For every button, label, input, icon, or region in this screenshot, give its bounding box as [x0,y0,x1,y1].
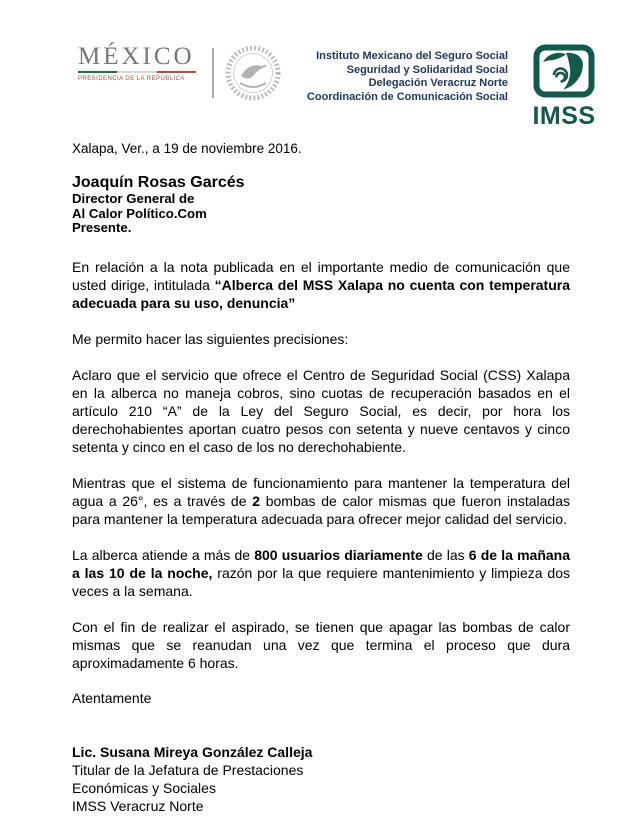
institution-line: Coordinación de Comunicación Social [306,90,508,103]
dateline: Xalapa, Ver., a 19 de noviembre 2016. [72,141,302,156]
signer-title-line2: Económicas y Sociales [72,779,216,796]
tricolor-line [78,71,196,73]
recipient-salutation: Presente. [72,220,132,235]
closing-word: Atentamente [72,689,152,706]
paragraph-intro: En relación a la nota publicada en el importante medio de comunicación que usted dirige, intitulada “Alberca del MSS Xalapa no cuenta con temperatura adecuada para su uso, denuncia” [72,258,570,311]
paragraph-precisiones: Me permito hacer las siguientes precisiones: [72,330,349,347]
recipient-block [72,173,570,236]
paragraph-aspirado: Con el fin de realizar el aspirado, se tienen que apagar las bombas de calor mismas que se reanudan una vez que termina el proceso que dura aproximadamente 6 horas. [72,618,570,671]
tricolor-gray-segment [117,71,156,73]
signature-block [72,743,570,815]
tricolor-green-segment [78,71,117,73]
recipient-title: Director General de [72,191,195,206]
institution-line: Instituto Mexicano del Seguro Social [316,50,508,62]
letter-content [0,141,640,815]
institution-line: Seguridad y Solidaridad Social [346,63,508,76]
institution-line: Delegación Veracruz Norte [368,77,508,89]
logo-divider [212,48,214,98]
imss-logo [524,44,604,128]
signer-name: Lic. Susana Mireya González Calleja [72,743,313,760]
mexico-wordmark: MÉXICO [78,43,195,70]
recipient-organization: Al Calor Político.Com [72,205,207,221]
institution-title-block [288,50,508,104]
tricolor-red-segment [157,71,196,73]
presidencia-subtitle: PRESIDENCIA DE LA REPÚBLICA [78,76,185,82]
signer-title-line1: Titular de la Jefatura de Prestaciones [72,761,304,778]
paragraph-cuotas: Aclaro que el servicio que ofrece el Centro de Seguridad Social (CSS) Xalapa en la alberca no maneja cobros, sino cuotas de recuperación basados en el artículo 210 “A” de la Ley del Seguro Social, es decir, por hora los derechohabientes aportan cuatro pesos con setenta y nueve centavos y cinco setenta y cinco en el caso de los no derechohabiente. [72,366,570,455]
recipient-name: Joaquín Rosas Garcés [72,174,245,191]
signer-title-line3: IMSS Veracruz Norte [72,797,204,814]
letter-body [72,258,570,672]
mexico-seal-icon [224,44,282,107]
letterhead [0,0,640,128]
imss-wordmark: IMSS [532,102,596,130]
paragraph-bombas-calor: Mientras que el sistema de funcionamiento para mantener la temperatura del agua a 26°, es a través de 2 bombas de calor mismas que fueron instaladas para mantener la temperatura adecuada para ofrecer mejor calidad del servicio. [72,474,570,527]
paragraph-usuarios: La alberca atiende a más de 800 usuarios diariamente de las 6 de la mañana a las 10 de la noche, razón por la que requiere mantenimiento y limpieza dos veces a la semana. [72,546,570,599]
imss-eagle-icon [533,85,595,102]
mexico-government-logo [78,44,200,82]
